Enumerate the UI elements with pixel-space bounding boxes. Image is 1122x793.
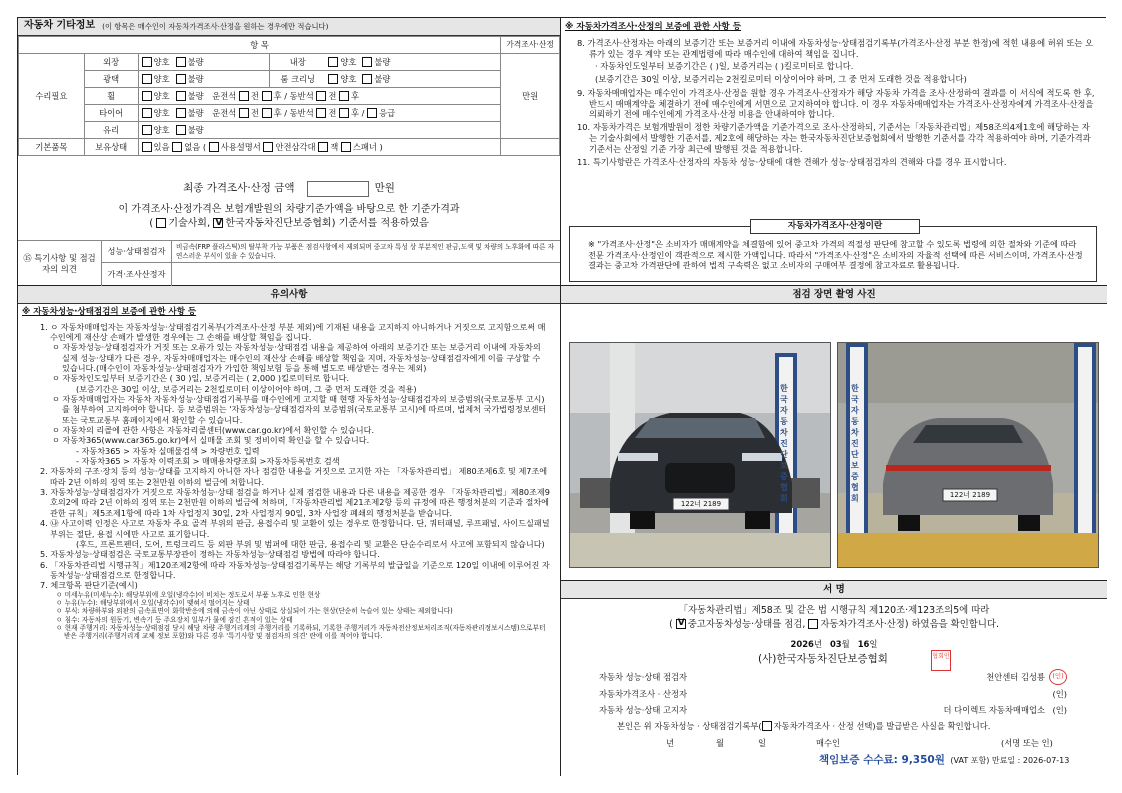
- notice-line: ㅇ 자동차인도일부터 보증기간은 ( 30 )일, 보증거리는 ( 2,000 )킬로미터로 합니다.: [52, 373, 350, 384]
- inspector-seal: (인): [1049, 669, 1067, 685]
- special-notes: [18, 240, 560, 285]
- notice-line: 1. ㅇ 자동차매매업자는 자동차성능·상태점검기록부(가격조사·산정 부분 제외)에 기재된 내용을 고지하지 아니하거나 거짓으로 고지함으로써 매수인에게 재산상 손해가 발생한 경우에는 그 손해를 배상할 책임을 집니다.: [40, 321, 546, 342]
- interior-options: 양호 불량: [325, 54, 500, 71]
- gloss-bad-checkbox[interactable]: [176, 74, 186, 84]
- have-checkbox[interactable]: [142, 142, 152, 152]
- row-wheel: 휠: [84, 88, 138, 105]
- notice-line: ㅇ 누유(누수): 해당부위에서 오일(냉각수)이 맺혀서 떨어지는 상태: [56, 598, 250, 607]
- sign-row-notifier: 자동차 성능·상태 고지자 더 다이렉트 자동차매매업소 (인): [599, 705, 1067, 715]
- tire-pass-front-checkbox[interactable]: [316, 108, 326, 118]
- row-tire: 타이어: [84, 105, 138, 122]
- final-price-unit: 만원: [374, 181, 395, 194]
- confirm-line: ( V중고자동차성능·상태를 점검, 자동차가격조사·산정) 하였음을 확인합니다.: [561, 619, 1107, 631]
- gloss-good-checkbox[interactable]: [142, 74, 152, 84]
- room-options: 양호 불량: [325, 71, 500, 88]
- wheel-driver-front-checkbox[interactable]: [239, 91, 249, 101]
- row-exterior: 외장: [84, 54, 138, 71]
- wheel-pass-rear-checkbox[interactable]: [339, 91, 349, 101]
- row-gloss: 광택: [84, 71, 138, 88]
- inspection-record-page: [17, 17, 1106, 775]
- wheel-driver-rear-checkbox[interactable]: [262, 91, 272, 101]
- notice-section: [18, 286, 561, 776]
- inspector-opinion: 비금속(FRP 플라스틱)의 탈부착 가능 부품은 점검사항에서 제외되며 중고차 특성 상 부분적인 판금,도색 및 차량의 노후화에 따른 자연스러운 부식이 있을 수 있습니다.: [172, 241, 560, 263]
- notice-line: ㅇ 미세누유(미세누수): 해당부위에 오일(냉각수)이 비치는 정도로서 부품 노후로 인한 현상: [56, 590, 321, 599]
- guarantee-sub1: · 자동차인도일부터 보증기간은 ( )일, 보증거리는 ( )킬로미터로 합니다.: [595, 61, 854, 72]
- row-room-cleaning: 룸 크리닝: [270, 71, 326, 88]
- exterior-options: 양호 불량: [138, 54, 270, 71]
- tire-pass-rear-checkbox[interactable]: [339, 108, 349, 118]
- glass-bad-checkbox[interactable]: [176, 125, 186, 135]
- issue-date: 2026년 03월 16일: [790, 639, 878, 649]
- guarantee-sub2: (보증기간은 30일 이상, 보증거리는 2천킬로미터 이상이어야 하며, 그 중 먼저 도래한 것을 적용합니다): [595, 74, 967, 85]
- definition-box: [569, 221, 1097, 282]
- notice-line: 7. 체크항목 판단기준(예시): [40, 580, 138, 591]
- notice-line: ㅇ 현재 주행거리: 자동차성능·상태점검 당시 해당 차량 주행거리계의 주행거리를 기록하되, 기록한 주행거리가 자동차전산정보처리조직(자동차관리정보시스템)으로부터 받은 주행거리(주행거리계 교체 정보 포함)와 다른 경우 '특기사항 및 점검자의 의견' 란에 이를 적어야 합니다.: [56, 624, 546, 641]
- front-inspection-photo: [569, 342, 831, 568]
- wheel-options: 양호 불량 운전석 전 후 / 동반석 전 후: [138, 88, 501, 105]
- price-check-checkbox[interactable]: [808, 619, 818, 629]
- notice-line: ㅇ 자동차의 리콜에 관한 사항은 자동차리콜센터(www.car.go.kr)에서 확인할 수 있습니다.: [52, 425, 375, 436]
- inspector-label: 성능·상태점검자: [102, 241, 172, 263]
- guarantee-item-8: 8. 가격조사·산정자는 아래의 보증기간 또는 보증거리 이내에 자동차성능·상태점검기록부(가격조사·산정 부분 한정)에 적힌 내용에 허위 또는 오류가 있는 경우 계약 또는 관계법령에 따라 매수인에 대하여 책임을 집니다.: [577, 37, 1094, 59]
- definition-title: 자동차가격조사·산정이란: [750, 219, 920, 234]
- interior-good-checkbox[interactable]: [328, 57, 338, 67]
- vehicle-extra-info-section: [18, 18, 561, 286]
- photo-signature-section: [561, 286, 1107, 776]
- notice-line: ㅇ 부식: 차량하부와 외판의 금속표면이 화학반응에 의해 금속이 아닌 상태로 상실되어 가는 현상(단순히 녹슬어 있는 상태는 제외합니다): [56, 607, 453, 616]
- sign-row-inspector: 자동차 성능·상태 점검자 천안센터 김성룡 (인): [599, 672, 1067, 686]
- notice-subtitle: ※ 자동차성능·상태점검의 보증에 관한 사항 등: [22, 307, 197, 317]
- rear-banner-text: 한국자동차진단보증협회: [851, 384, 859, 503]
- guarantee-item-9: 9. 자동차매매업자는 매수인이 가격조사·산정을 원할 경우 가격조사·산정자가 해당 자동차 가격을 조사·산정하여 결과를 이 서식에 적도록 한 후, 반드시 매매계약을 체결하기 전에 매수인에게 서면으로 고지하여야 합니다. 이 경우 자동차매매업자는 가격조사·산정자에게 가격조사·산정을 의뢰하기 전에 매수인에게 가격조사·산정 비용을 안내하여야 합니다.: [577, 87, 1095, 120]
- sign-row-price: 자동차가격조사 · 산정자 (인): [599, 689, 1067, 699]
- price-unit: 만원: [501, 54, 560, 139]
- notice-line: - 자동차365 > 자동차 실매물검색 > 차량번호 입력: [76, 445, 260, 456]
- final-price-input[interactable]: [307, 181, 369, 197]
- price-guarantee-items: [561, 35, 1107, 168]
- front-plate: 122너 2189: [680, 500, 722, 508]
- notice-line: 2. 자동차의 구조·장치 등의 성능·상태를 고지하지 아니한 자나 점검한 내용을 거짓으로 고지한 자는 「자동차관리법」 제80조제6호 및 제7조에 따라 2년 이하의 징역 또는 2천만원 이하의 벌금에 처합니다.: [40, 466, 548, 487]
- gloss-options: 양호 불량: [138, 71, 270, 88]
- basic-items-label: 기본품목: [19, 139, 85, 156]
- front-banner-text: 한국자동차진단보증협회: [780, 384, 788, 503]
- rear-plate: 122너 2189: [949, 491, 991, 499]
- signature-section: 서 명 「자동차관리법」제58조 및 같은 법 시행규칙 제120조·제123조의5에 따라 ( V중고자동차성능·상태를 점검, 자동차가격조사·산정) 하였음을 확인합니다. 2026년 03월 16일 (사)한국자동차진단보증협회 협회인 자동차 성능·상태 점검자 천안센터 김성룡 (인) 자동차가격조사 · 산정자 (인) 자동차 성능·상태 고지자 더 다이렉트 자동차매매업소 (인) 본인은 위 자동차성능 · 상태점검기록부( 자동차가격조사 · 산정 선택)를 발급받은 사실을 확인합니다. 년 월 일 매수인 (서명 또는 인) 책임보증 수수료: 9,350원 (VAT 포함) 만료일 : 2026-07-13: [561, 580, 1107, 776]
- tire-emergency-checkbox[interactable]: [367, 108, 377, 118]
- col-item-header: 항 목: [19, 37, 501, 54]
- spanner-checkbox[interactable]: [341, 142, 351, 152]
- etc-subtitle: (이 항목은 매수인이 자동차가격조사·산정을 원하는 경우에만 적습니다): [102, 21, 329, 31]
- interior-bad-checkbox[interactable]: [362, 57, 372, 67]
- repair-label: 수리필요: [19, 54, 85, 139]
- fee-tail: (VAT 포함) 만료일 : 2026-07-13: [950, 756, 1070, 765]
- notice-title: 유의사항: [18, 286, 560, 304]
- tire-options: 양호 불량 운전석 전 후 / 동반석 전 후 / 응급: [138, 105, 501, 122]
- none-checkbox[interactable]: [172, 142, 182, 152]
- buyer-price-checkbox[interactable]: [762, 721, 772, 731]
- fee-row: [819, 754, 1069, 767]
- possession-options: 있음 없음 ( 사용설명서 안전삼각대 잭 스패너 ): [138, 139, 501, 156]
- definition-text: ※ "가격조사·산정"은 소비자가 매매계약을 체결함에 있어 중고차 가격의 적절성 판단에 참고할 수 있도록 법령에 의한 절차와 기준에 따라 전문 가격조사·산정인이 객관적으로 제시한 가액입니다. 따라서 "가격조사·산정"은 소비자의 자율적 선택에 따른 서비스이며, 가격조사·산정 결과는 중고차 가격판단에 관하여 법적 구속력은 없고 소비자의 구매여부 결정에 참고자료로 활용됩니다.: [588, 239, 1083, 271]
- notice-line: 5. 자동차성능·상태점검은 국토교통부장관이 정하는 자동차성능·상태점검 방법에 따라야 합니다.: [40, 549, 380, 560]
- notice-line: (후드, 프론트펜더, 도어, 트렁크리드 등 외판 부위 및 범퍼에 대한 판금, 용접수리 및 교환은 단순수리로서 사고에 포함되지 않습니다): [76, 538, 545, 549]
- notice-line: (보증기간은 30일 이상, 보증거리는 2천킬로미터 이상이어야 하며, 그 중 먼저 도래한 것을 적용): [76, 383, 417, 394]
- price-guarantee-title: ※ 자동차가격조사·산정의 보증에 관한 사항 등: [565, 22, 742, 32]
- etc-table: [18, 36, 560, 156]
- standard-opt2-checkbox[interactable]: [213, 218, 223, 228]
- price-inspector-label: 가격·조사산정자: [102, 263, 172, 286]
- row-interior: 내장: [270, 54, 326, 71]
- price-guarantee-section: [561, 18, 1107, 286]
- glass-good-checkbox[interactable]: [142, 125, 152, 135]
- room-bad-checkbox[interactable]: [362, 74, 372, 84]
- col-price-header: 가격조사·산정: [501, 37, 560, 54]
- etc-title: 자동차 기타정보: [24, 20, 96, 32]
- wheel-good-checkbox[interactable]: [142, 91, 152, 101]
- notice-line: ㅇ 자동차매매업자는 자동차 자동차성능·상태점검기록부를 매수인에게 고지할 때 현행 자동차성능·상태점검자의 보증범위(국토교통부 고시)를 첨부하여 고지하여야 합니다. 등 보증범위는 '자동차성능·상태점검자의 보증범위(국토교통부 고시)에 따르며, 법제처 국가법령정보센터 또는 국토교통부 홈페이지에서 확인할 수 있습니다.: [52, 394, 547, 425]
- photos-title: 점검 장면 촬영 사진: [561, 286, 1107, 304]
- notice-list: [18, 320, 560, 641]
- notice-line: ㅇ 침수: 자동차의 원동기, 변속기 등 주요장치 일부가 물에 잠긴 흔적이 있는 상태: [56, 615, 293, 624]
- glass-options: 양호 불량: [138, 122, 501, 139]
- special-label: ⑮ 특기사항 및 점검자의 의견: [18, 241, 102, 286]
- final-price-row: [18, 177, 560, 200]
- jack-checkbox[interactable]: [318, 142, 328, 152]
- tire-good-checkbox[interactable]: [142, 108, 152, 118]
- signature-title: 서 명: [561, 581, 1107, 599]
- wheel-pass-front-checkbox[interactable]: [316, 91, 326, 101]
- manual-checkbox[interactable]: [209, 142, 219, 152]
- notice-line: - 자동차365 > 자동차 이력조회 > 매매용차량조회 >자동차등록번호 검색: [76, 456, 340, 467]
- etc-header: [18, 18, 560, 36]
- wheel-bad-checkbox[interactable]: [176, 91, 186, 101]
- used-car-checkbox[interactable]: [676, 619, 686, 629]
- final-price-label: 최종 가격조사·산정 금액: [183, 181, 295, 194]
- notice-line: ㅇ 자동차성능·상태점검자가 거짓 또는 오류가 있는 자동차성능·상태점검 내용을 제공하여 아래의 보증기간 또는 보증거리 이내에 자동차의 실제 성능·상태가 다른 경우, 자동차매매업자는 매수인의 재산상 손해를 배상할 책임을 지며, 자동차성능·상태점검자에게 이를 구상할 수 있습니다.(매수인이 자동차성능·상태점검자가 가입한 책임보험 등을 통해 별도로 배상받는 경우는 제외): [52, 342, 541, 373]
- triangle-checkbox[interactable]: [263, 142, 273, 152]
- exterior-good-checkbox[interactable]: [142, 57, 152, 67]
- notice-line: ㅇ 자동차365(www.car365.go.kr)에서 실매물 조회 및 정비이력 확인을 할 수 있습니다.: [52, 435, 370, 446]
- rear-inspection-photo: [837, 342, 1099, 568]
- tire-driver-rear-checkbox[interactable]: [262, 108, 272, 118]
- tire-driver-front-checkbox[interactable]: [239, 108, 249, 118]
- room-good-checkbox[interactable]: [328, 74, 338, 84]
- org-seal: 협회인: [931, 650, 951, 671]
- notice-line: 3. 자동차성능·상태점검자가 거짓으로 자동차성능·상태 점검을 하거나 실제 점검한 내용과 다른 내용을 제공한 경우 「자동차관리법」제80조제9호의2에 따라 2년 이하의 징역 또는 2천만원 이하의 벌금에 처하며,「자동차관리법 제21조제2항 등의 규정에 따른 행정처분의 기준과 절차에 관한 규칙」제5조제1항에 따라 1차 사업정지 30일, 2차 사업정지 90일, 3차 사업장 폐쇄의 행정처분을 받습니다.: [40, 487, 550, 518]
- guarantee-item-10: 10. 자동차가격은 보험개발원이 정한 차량기준가액을 기준가격으로 조사·산정하되, 기준서는「자동차관리법」제58조의4제1호에 해당하는 자는 기술사회에서 발행한 기준서를, 제2호에 해당하는 자는 한국자동차진단보증협회에서 발행한 기준서를 각각 적용하여야 하며, 기준가격과 기준서는 산정일 기준 가장 최근에 발행된 것을 적용합니다.: [577, 122, 1091, 154]
- guarantee-item-11: 11. 특기사항란은 가격조사·산정자의 자동차 성능·상태에 대한 견해가 성능·상태점검자의 견해와 다를 경우 표시합니다.: [577, 156, 1007, 167]
- exterior-bad-checkbox[interactable]: [176, 57, 186, 67]
- tire-bad-checkbox[interactable]: [176, 108, 186, 118]
- possession-label: 보유상태: [84, 139, 138, 156]
- org-name: (사)한국자동차진단보증협회: [758, 653, 888, 665]
- rear-car-image: [838, 343, 1099, 568]
- fee-amount: 책임보증 수수료: 9,350원: [819, 754, 945, 766]
- buyer-confirm: 본인은 위 자동차성능 · 상태점검기록부( 자동차가격조사 · 산정 선택)를 발급받은 사실을 확인합니다.: [617, 721, 991, 731]
- standard-statement: 이 가격조사·산정가격은 보험개발원의 차량기준가액을 바탕으로 한 기준가격과 ( 기술사회, V한국자동차진단보증협회) 기준서를 적용하였음: [18, 203, 560, 230]
- row-glass: 유리: [84, 122, 138, 139]
- law-line: 「자동차관리법」제58조 및 같은 법 시행규칙 제120조·제123조의5에 따라: [678, 605, 990, 616]
- notice-line: 6. 「자동차관리법 시행규칙」제120조제2항에 따라 자동차성능·상태점검기록부는 해당 기록부의 발급일을 기준으로 120일 이내에 이루어진 자동차성능·상태점검으로 한정합니다.: [40, 559, 550, 580]
- notice-line: 4. ㉯ 사고이력 인정은 사고로 자동차 주요 골격 부위의 판금, 용접수리 및 교환이 있는 경우로 한정합니다. 단, 쿼터패널, 루프패널, 사이드실패널 부위는 절단, 용접 시에만 사고로 표기합니다.: [40, 518, 550, 539]
- standard-opt1-checkbox[interactable]: [156, 218, 166, 228]
